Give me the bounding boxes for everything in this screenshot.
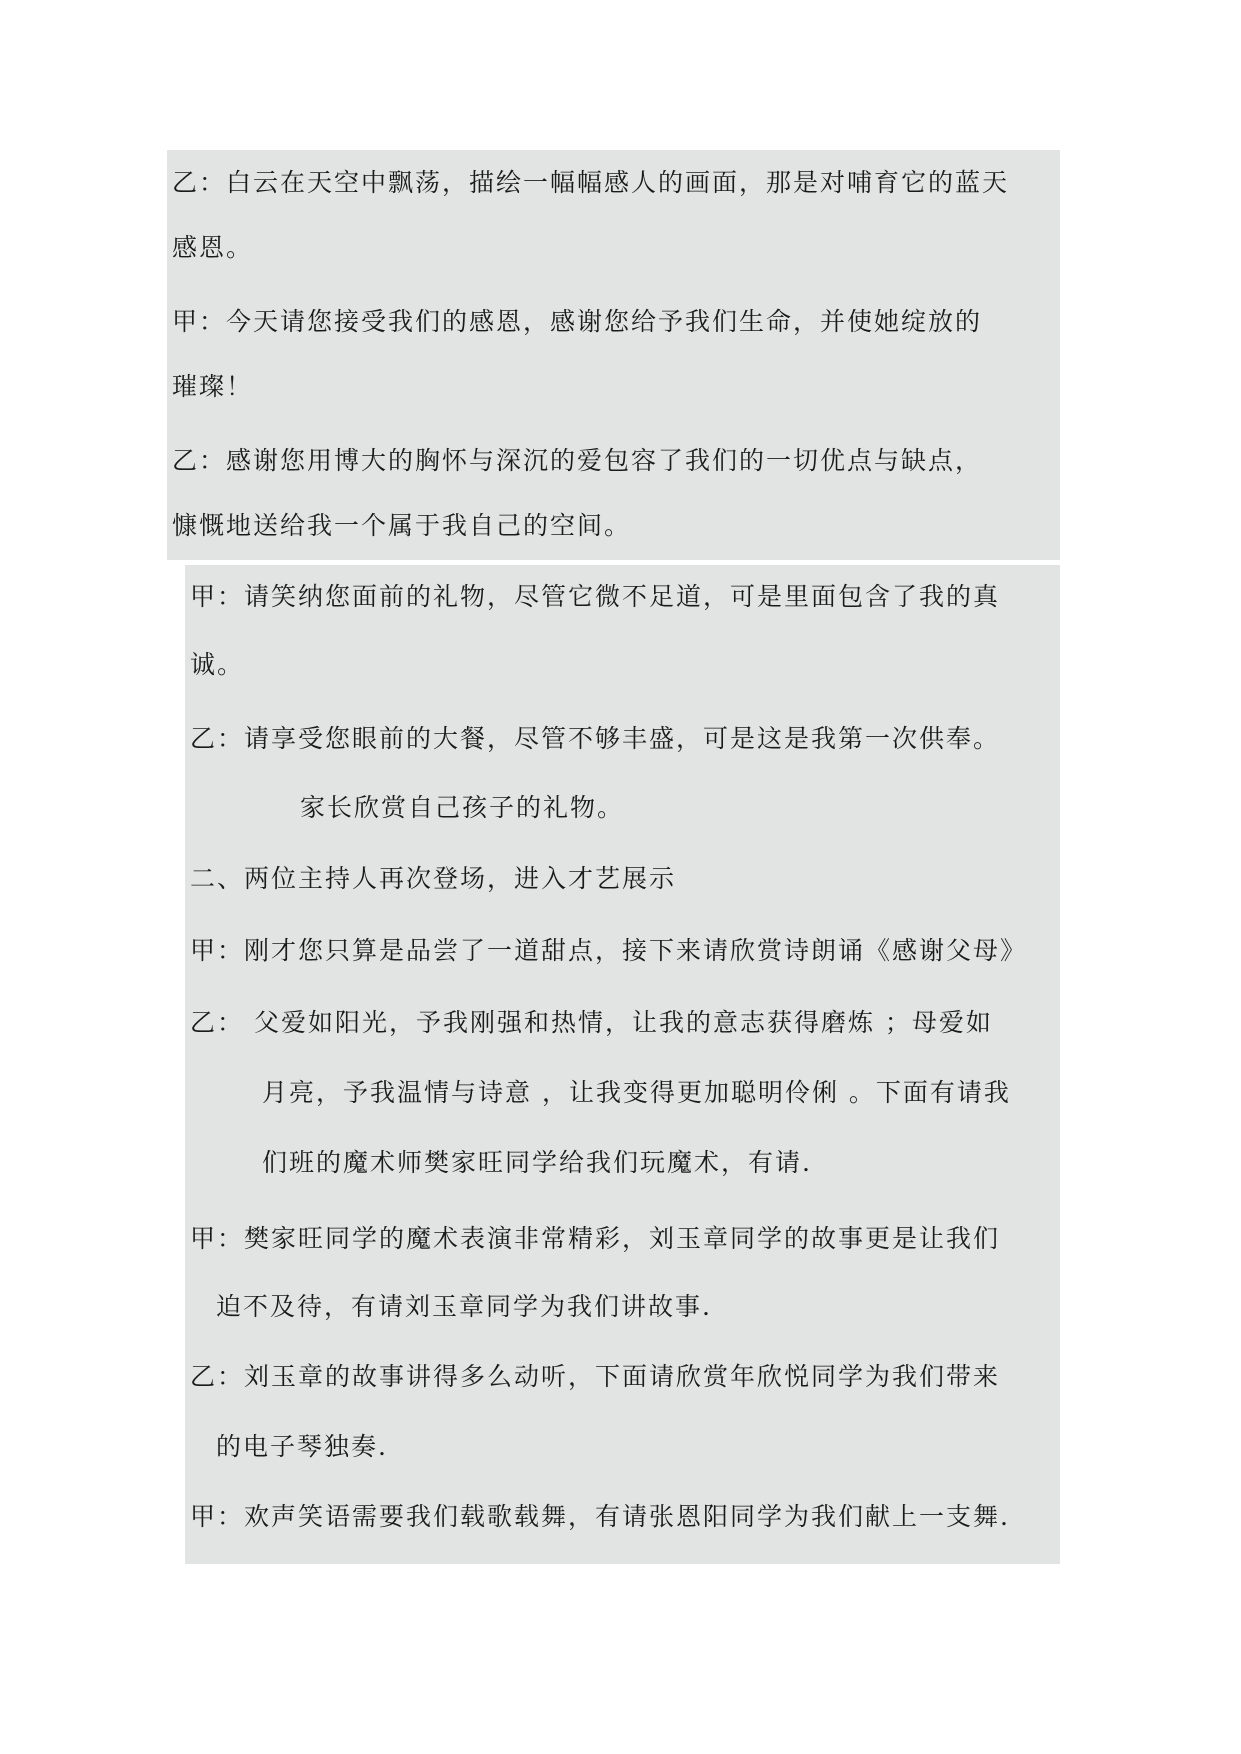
- dialogue-line: 甲：樊家旺同学的魔术表演非常精彩，刘玉章同学的故事更是让我们: [190, 1224, 1001, 1253]
- dialogue-line: 诚。: [190, 650, 245, 679]
- dialogue-line: 甲：欢声笑语需要我们载歌载舞，有请张恩阳同学为我们献上一支舞.: [190, 1502, 1010, 1531]
- dialogue-line: 们班的魔术师樊家旺同学给我们玩魔术，有请.: [262, 1148, 812, 1177]
- dialogue-line: 慷慨地送给我一个属于我自己的空间。: [172, 511, 632, 540]
- dialogue-line: 乙：白云在天空中飘荡，描绘一幅幅感人的画面，那是对哺育它的蓝天: [172, 168, 1010, 197]
- dialogue-line: 璀璨！: [172, 372, 254, 401]
- stage-direction: 家长欣赏自己孩子的礼物。: [300, 793, 625, 822]
- dialogue-line: 甲：今天请您接受我们的感恩，感谢您给予我们生命，并使她绽放的: [172, 307, 983, 336]
- dialogue-line: 迫不及待，有请刘玉章同学为我们讲故事.: [216, 1292, 712, 1321]
- dialogue-line: 乙：感谢您用博大的胸怀与深沉的爱包容了我们的一切优点与缺点，: [172, 446, 983, 475]
- dialogue-line: 甲：请笑纳您面前的礼物，尽管它微不足道，可是里面包含了我的真: [190, 582, 1001, 611]
- dialogue-block-bottom: [185, 565, 1060, 1564]
- dialogue-line: 乙：请享受您眼前的大餐，尽管不够丰盛，可是这是我第一次供奉。: [190, 724, 1001, 753]
- dialogue-line: 月亮，予我温情与诗意 ，让我变得更加聪明伶俐 。下面有请我: [262, 1078, 1011, 1107]
- dialogue-line: 的电子琴独奏.: [216, 1432, 388, 1461]
- section-heading: 二、两位主持人再次登场，进入才艺展示: [190, 864, 677, 893]
- dialogue-line: 感恩。: [172, 233, 254, 262]
- dialogue-line: 乙：刘玉章的故事讲得多么动听，下面请欣赏年欣悦同学为我们带来: [190, 1362, 1001, 1391]
- dialogue-line: 乙： 父爱如阳光，予我刚强和热情，让我的意志获得磨炼 ；母爱如: [190, 1008, 993, 1037]
- dialogue-block-top: [167, 150, 1060, 560]
- dialogue-line: 甲：刚才您只算是品尝了一道甜点，接下来请欣赏诗朗诵《感谢父母》: [190, 936, 1028, 965]
